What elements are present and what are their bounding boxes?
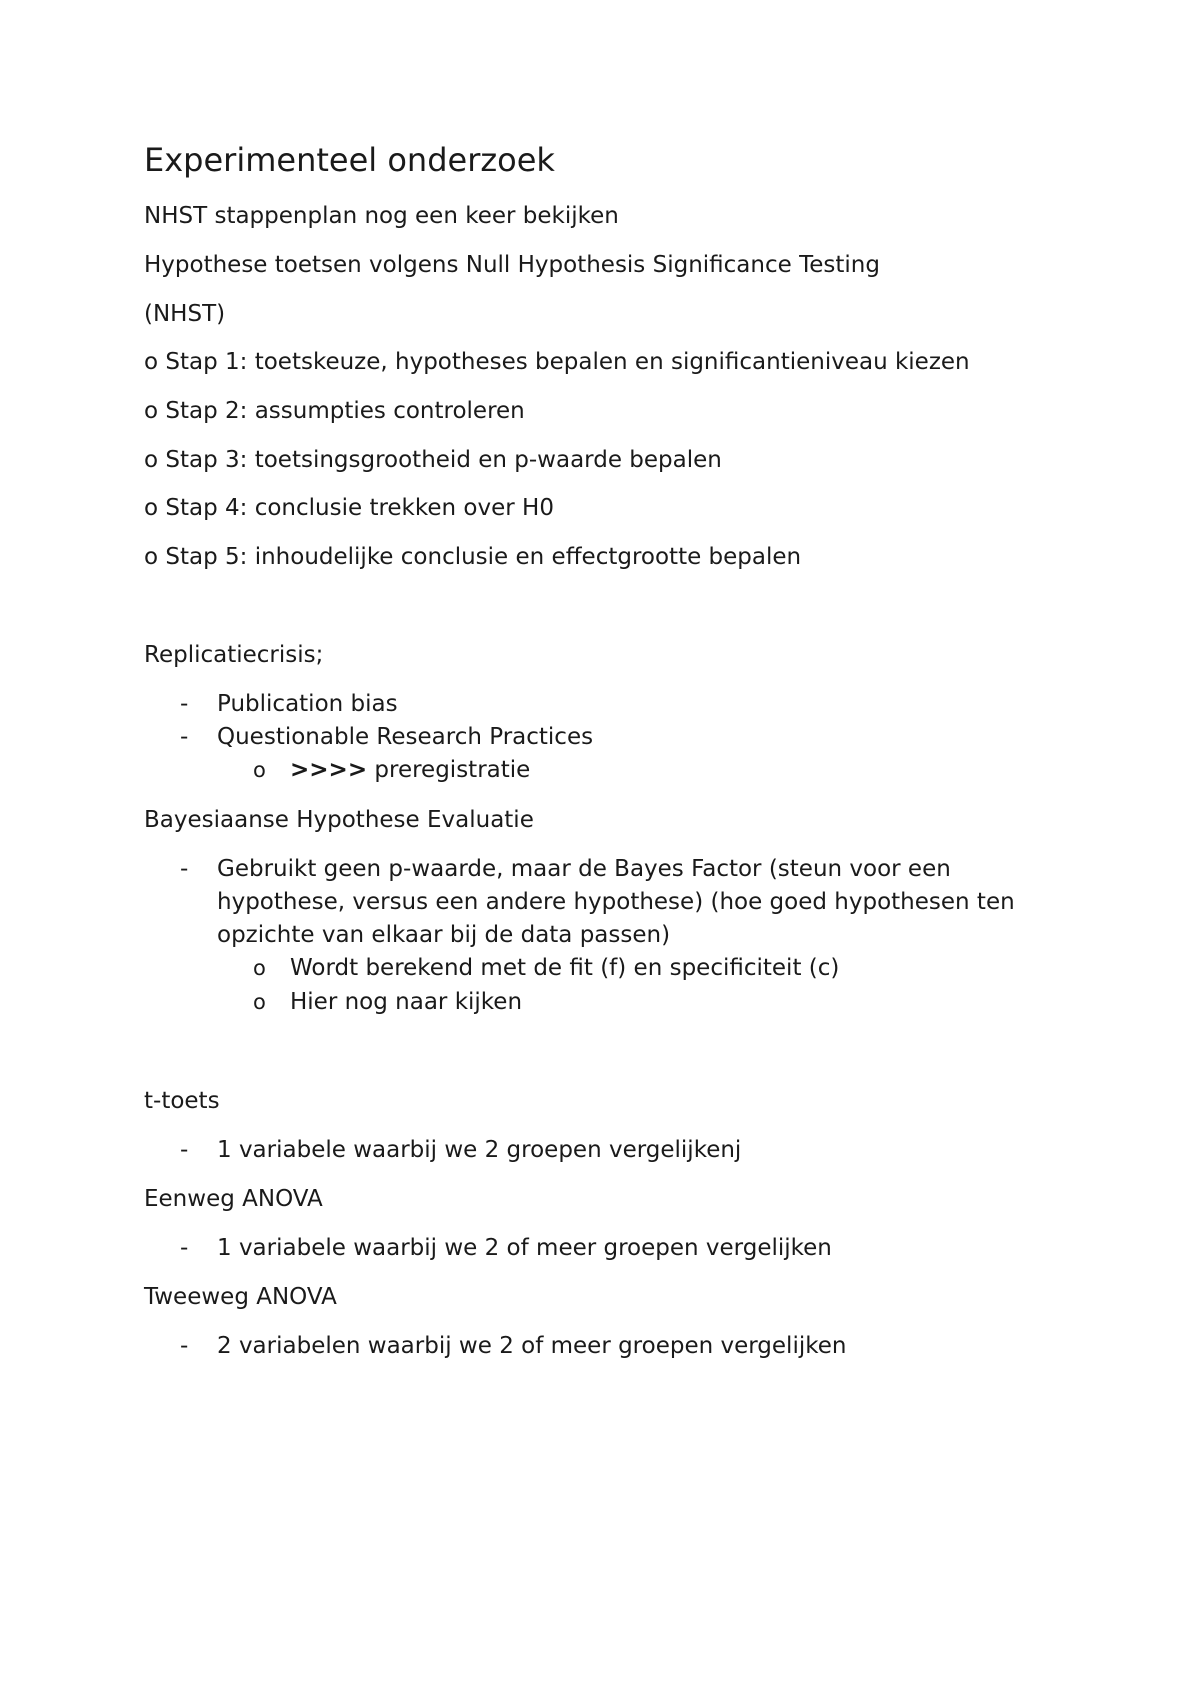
replicatie-bullet-1: Publication bias: [217, 691, 398, 717]
bayes-bullet-line-3: opzichte van elkaar bij de data passen): [217, 922, 671, 948]
bayes-subitem-2: Hier nog naar kijken: [290, 989, 523, 1015]
bullet-dash: -: [180, 724, 189, 750]
bullet-dash: -: [180, 1137, 189, 1163]
document-title: Experimenteel onderzoek: [144, 141, 555, 179]
eenweg-heading: Eenweg ANOVA: [144, 1186, 323, 1212]
arrows-text: >>>>: [290, 757, 368, 783]
step-5: o Stap 5: inhoudelijke conclusie en effectgrootte bepalen: [144, 544, 802, 570]
bayes-subitem-1: Wordt berekend met de fit (f) en specificiteit (c): [290, 955, 840, 981]
step-3: o Stap 3: toetsingsgrootheid en p-waarde bepalen: [144, 447, 722, 473]
intro-line-3: (NHST): [144, 301, 226, 327]
bullet-circle: o: [253, 758, 266, 782]
step-1: o Stap 1: toetskeuze, hypotheses bepalen en significantieniveau kiezen: [144, 349, 970, 375]
replicatie-subitem: [290, 754, 530, 786]
bullet-dash: -: [180, 856, 189, 882]
ttoets-bullet: 1 variabele waarbij we 2 groepen vergelijkenj: [217, 1137, 742, 1163]
bayes-bullet-line-1: Gebruikt geen p-waarde, maar de Bayes Factor (steun voor een: [217, 856, 951, 882]
tweeweg-heading: Tweeweg ANOVA: [144, 1284, 337, 1310]
intro-line-1: NHST stappenplan nog een keer bekijken: [144, 203, 619, 229]
step-4: o Stap 4: conclusie trekken over H0: [144, 495, 554, 521]
replicatie-heading: Replicatiecrisis;: [144, 642, 324, 668]
bayes-heading: Bayesiaanse Hypothese Evaluatie: [144, 807, 534, 833]
ttoets-heading: t-toets: [144, 1088, 220, 1114]
bullet-dash: -: [180, 1333, 189, 1359]
bullet-dash: -: [180, 1235, 189, 1261]
intro-line-2: Hypothese toetsen volgens Null Hypothesis Significance Testing: [144, 252, 880, 278]
tweeweg-bullet: 2 variabelen waarbij we 2 of meer groepen vergelijken: [217, 1333, 847, 1359]
bayes-bullet-line-2: hypothese, versus een andere hypothese) (hoe goed hypothesen ten: [217, 889, 1015, 915]
replicatie-bullet-2: Questionable Research Practices: [217, 724, 594, 750]
step-2: o Stap 2: assumpties controleren: [144, 398, 525, 424]
bullet-circle: o: [253, 956, 266, 980]
eenweg-bullet: 1 variabele waarbij we 2 of meer groepen vergelijken: [217, 1235, 832, 1261]
preregistratie-text: preregistratie: [367, 757, 531, 783]
bullet-dash: -: [180, 691, 189, 717]
bullet-circle: o: [253, 990, 266, 1014]
